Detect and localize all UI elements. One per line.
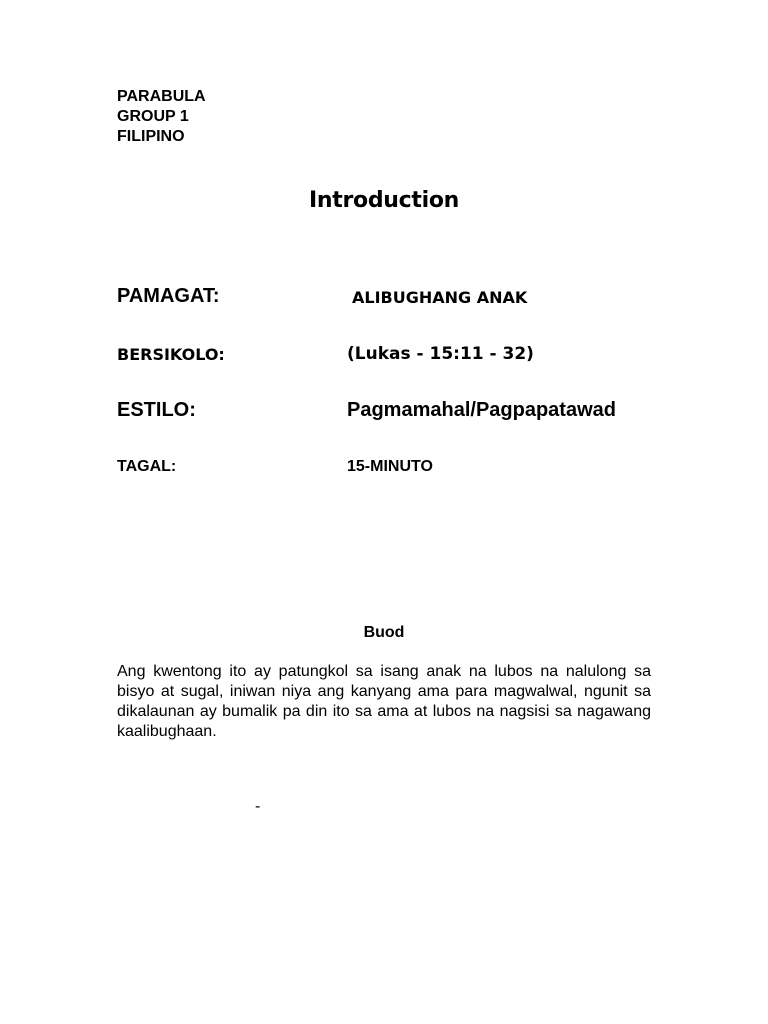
buod-paragraph: Ang kwentong ito ay patungkol sa isang anak na lubos na nalulong sa bisyo at sugal, iniwan niya ang kanyang ama para magwalwal, ngunit sa dikalaunan ay bumalik pa din ito sa ama at lubos na nagsisi sa nagawang kaalibughaan. xyxy=(117,663,651,740)
header-line-group: GROUP 1 xyxy=(117,108,189,125)
bersikolo-label: BERSIKOLO: xyxy=(117,345,225,364)
pamagat-value: ALIBUGHANG ANAK xyxy=(352,288,528,307)
estilo-value: Pagmamahal/Pagpapatawad xyxy=(347,399,616,421)
tagal-value: 15-MINUTO xyxy=(347,458,433,475)
tagal-label: TAGAL: xyxy=(117,458,177,475)
stray-dash: - xyxy=(255,798,261,815)
header-line-subject: FILIPINO xyxy=(117,128,185,145)
header-line-parabula: PARABULA xyxy=(117,88,206,105)
bersikolo-value: (Lukas - 15:11 - 32) xyxy=(347,344,534,364)
buod-heading: Buod xyxy=(363,624,405,641)
page-title: Introduction xyxy=(308,188,459,213)
estilo-label: ESTILO: xyxy=(117,399,196,421)
document-header xyxy=(117,87,206,147)
pamagat-label: PAMAGAT: xyxy=(117,285,220,307)
